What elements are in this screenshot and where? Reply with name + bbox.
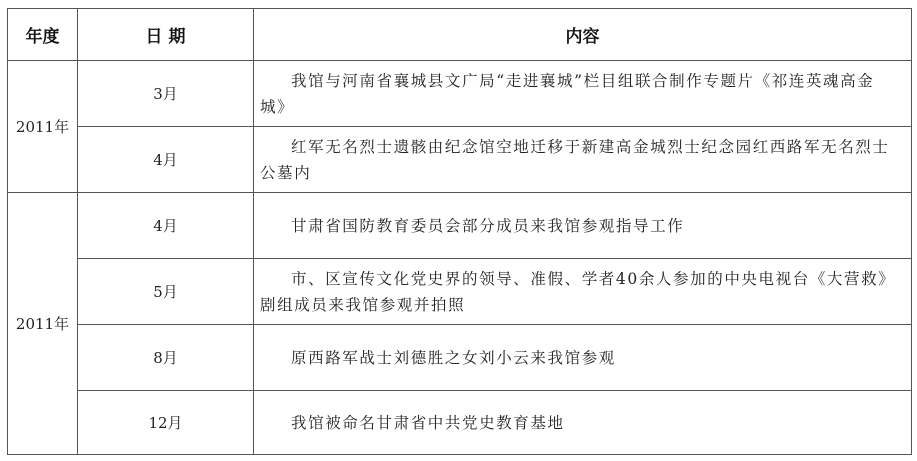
events-table xyxy=(7,8,912,455)
content-text: 我馆与河南省襄城县文广局“走进襄城”栏目组联合制作专题片《祁连英魂高金城》 xyxy=(260,71,875,116)
content-text: 我馆被命名甘肃省中共党史教育基地 xyxy=(291,413,565,432)
date-cell: 5月 xyxy=(78,259,254,325)
content-text: 红军无名烈士遗骸由纪念馆空地迁移于新建高金城烈士纪念园红西路军无名烈士公墓内 xyxy=(260,137,890,182)
content-cell xyxy=(254,193,912,259)
content-cell xyxy=(254,127,912,193)
content-text: 市、区宣传文化党史界的领导、准假、学者40余人参加的中央电视台《大营救》剧组成员来我馆参观并拍照 xyxy=(260,269,896,314)
table-header-row xyxy=(8,9,912,61)
content-cell xyxy=(254,259,912,325)
header-content: 内容 xyxy=(254,9,912,61)
content-cell xyxy=(254,325,912,391)
table-row xyxy=(8,127,912,193)
table-row xyxy=(8,259,912,325)
date-cell: 4月 xyxy=(78,127,254,193)
date-cell: 3月 xyxy=(78,61,254,127)
year-cell: 2011年 xyxy=(8,193,78,455)
content-cell xyxy=(254,391,912,455)
date-cell: 4月 xyxy=(78,193,254,259)
table-row xyxy=(8,391,912,455)
content-text: 甘肃省国防教育委员会部分成员来我馆参观指导工作 xyxy=(291,216,685,235)
date-cell: 8月 xyxy=(78,325,254,391)
table-row xyxy=(8,193,912,259)
header-date: 日 期 xyxy=(78,9,254,61)
content-cell xyxy=(254,61,912,127)
header-year: 年度 xyxy=(8,9,78,61)
date-cell: 12月 xyxy=(78,391,254,455)
table-row xyxy=(8,325,912,391)
table-row xyxy=(8,61,912,127)
year-cell: 2011年 xyxy=(8,61,78,193)
content-text: 原西路军战士刘德胜之女刘小云来我馆参观 xyxy=(291,348,616,367)
